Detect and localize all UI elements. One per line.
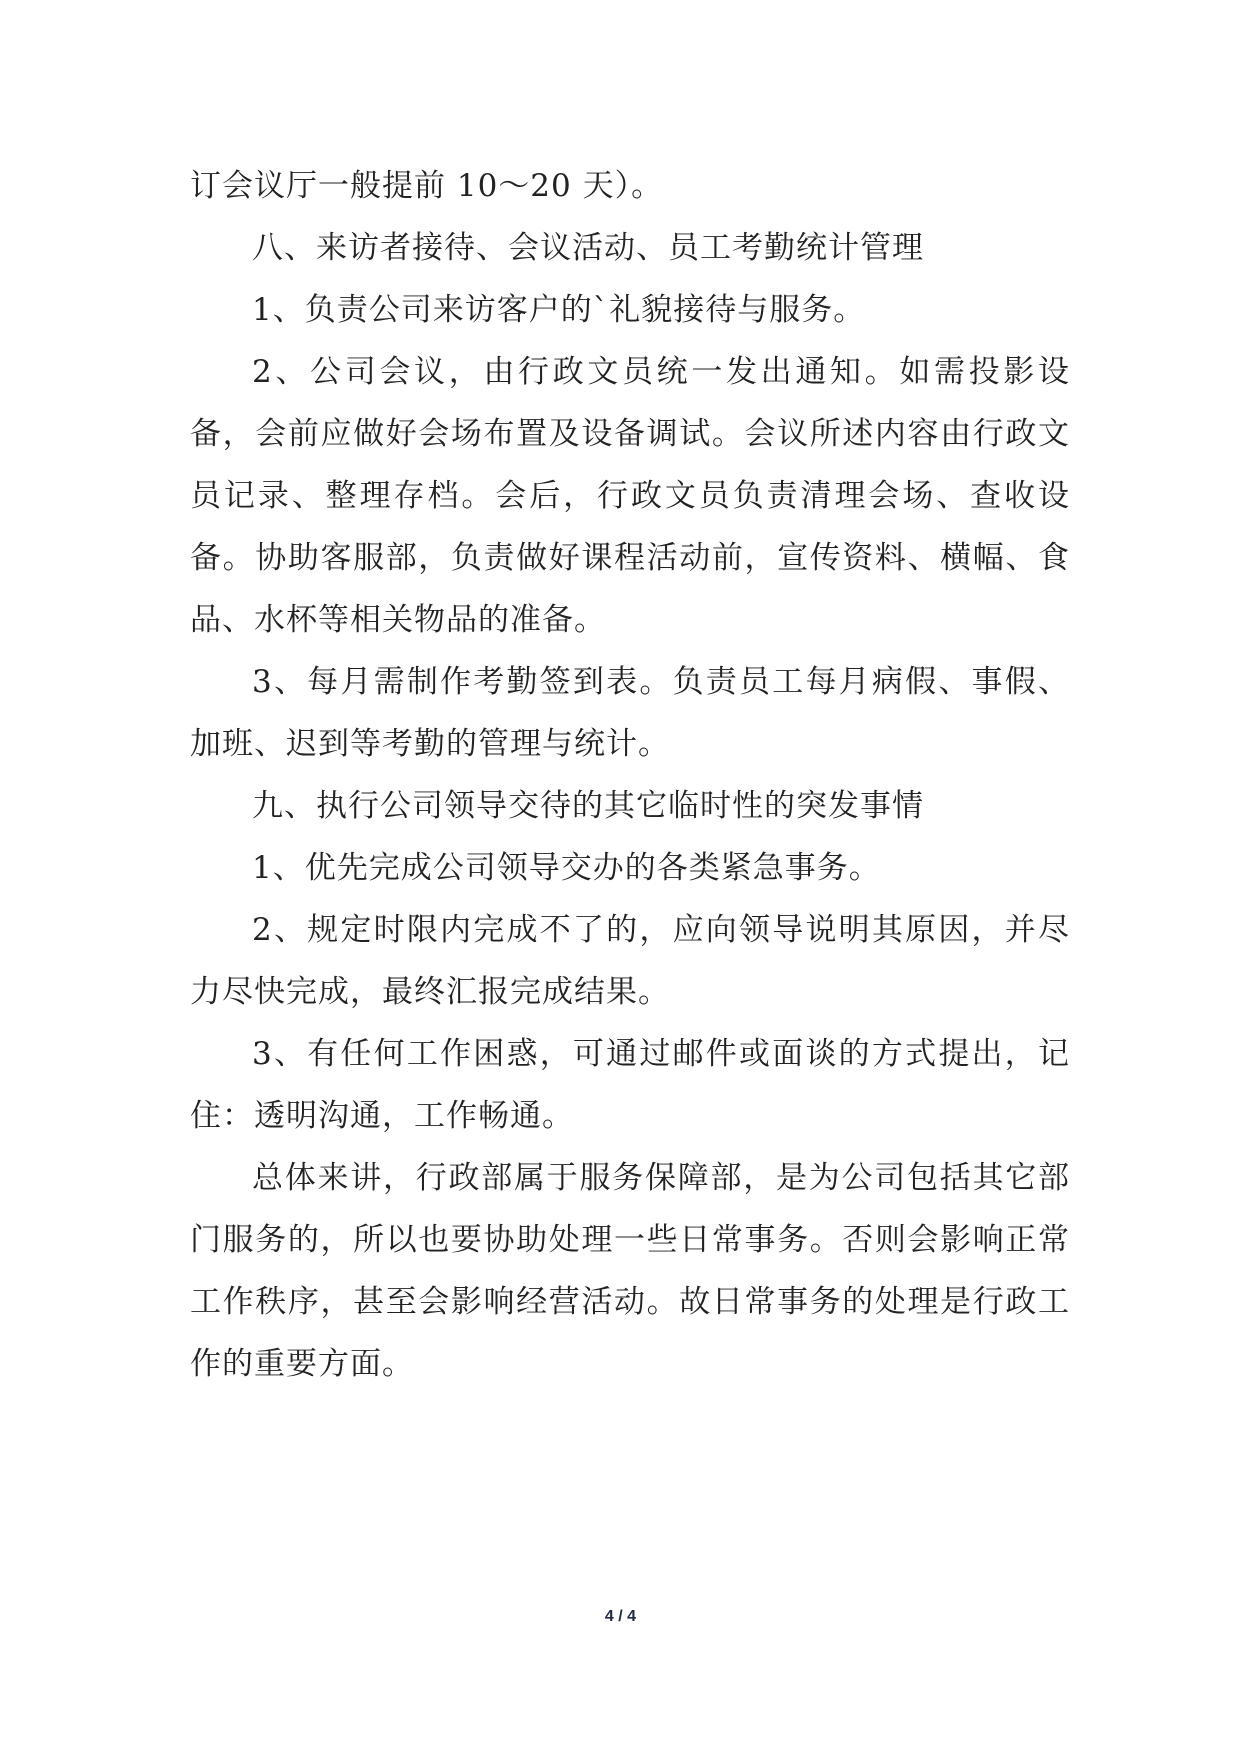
paragraph-9-3: 3、有任何工作困惑，可通过邮件或面谈的方式提出，记住：透明沟通，工作畅通。 <box>190 1036 1070 1134</box>
document-body <box>190 155 1070 1395</box>
summary-paragraph: 总体来讲，行政部属于服务保障部，是为公司包括其它部门服务的，所以也要协助处理一些日常事务。否则会影响正常工作秩序，甚至会影响经营活动。故日常事务的处理是行政工作的重要方面。 <box>190 1160 1070 1382</box>
paragraph-8-3: 3、每月需制作考勤签到表。负责员工每月病假、事假、加班、迟到等考勤的管理与统计。 <box>190 664 1070 762</box>
paragraph-8-2: 2、公司会议，由行政文员统一发出通知。如需投影设备，会前应做好会场布置及设备调试。会议所述内容由行政文员记录、整理存档。会后，行政文员负责清理会场、查收设备。协助客服部，负责做好课程活动前，宣传资料、横幅、食品、水杯等相关物品的准备。 <box>190 354 1070 638</box>
paragraph-9-1: 1、优先完成公司领导交办的各类紧急事务。 <box>252 850 881 886</box>
paragraph-9-2: 2、规定时限内完成不了的，应向领导说明其原因，并尽力尽快完成，最终汇报完成结果。 <box>190 912 1070 1010</box>
page-number: 4 / 4 <box>604 1608 637 1625</box>
paragraph-continuation: 订会议厅一般提前 10～20 天）。 <box>190 168 664 204</box>
section-heading-9: 九、执行公司领导交待的其它临时性的突发事情 <box>252 788 924 824</box>
section-heading-8: 八、来访者接待、会议活动、员工考勤统计管理 <box>252 230 924 266</box>
paragraph-8-1: 1、负责公司来访客户的`礼貌接待与服务。 <box>252 292 866 328</box>
